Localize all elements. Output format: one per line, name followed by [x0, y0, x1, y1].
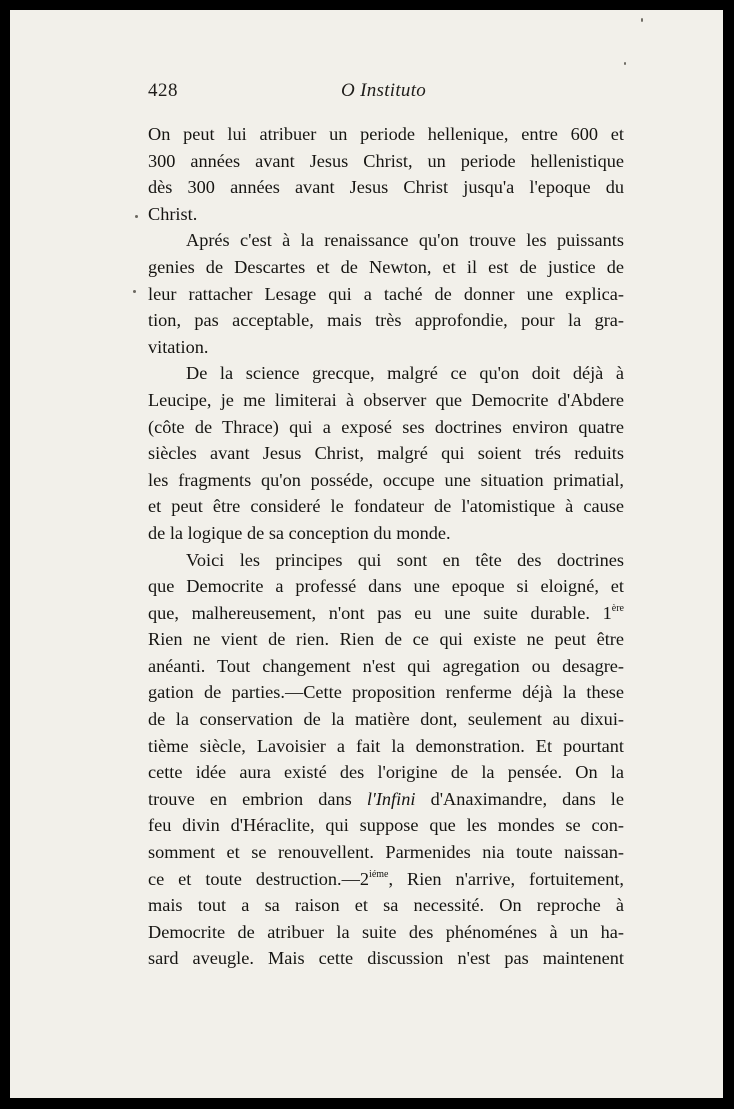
line-text: , Rien n'arrive, fortuitement,	[388, 868, 624, 889]
text-line: que Democrite a professé dans une epoque si eloigné, et	[148, 576, 624, 597]
text-line: Christ.	[148, 203, 198, 224]
paper-speck	[133, 290, 136, 293]
page-number: 428	[148, 80, 178, 101]
text-line: Leucipe, je me limiterai à observer que Democrite d'Abdere	[148, 389, 624, 410]
line-text: d'Anaximandre, dans le	[415, 788, 624, 809]
text-line: cette idée aura existé des l'origine de la pensée. On la	[148, 762, 624, 783]
text-line: et peut être consideré le fondateur de l'atomistique à cause	[148, 496, 624, 517]
text-line: Voici les principes qui sont en tête des doctrines	[186, 549, 624, 570]
body-text	[148, 121, 624, 972]
text-line: les fragments qu'on posséde, occupe une situation primatial,	[148, 469, 624, 490]
book-page	[10, 10, 723, 1098]
superscript-ordinal: iéme	[369, 868, 389, 880]
italic-term: l'Infini	[366, 788, 416, 809]
text-line: feu divin d'Héraclite, qui suppose que les mondes se con-	[148, 815, 624, 836]
text-line-with-superscript	[148, 600, 624, 627]
text-line: vitation.	[148, 336, 209, 357]
line-text: trouve en embrion dans	[148, 788, 367, 809]
paper-speck	[624, 62, 626, 65]
journal-title: O Instituto	[341, 80, 427, 101]
paragraph-3	[148, 360, 624, 546]
running-head	[10, 80, 723, 110]
text-line: tième siècle, Lavoisier a fait la demonstration. Et pourtant	[148, 735, 624, 756]
paragraph-2	[148, 227, 624, 360]
text-line: dès 300 années avant Jesus Christ jusqu'a l'epoque du	[148, 177, 624, 198]
text-line-with-superscript	[148, 866, 624, 893]
text-line: siècles avant Jesus Christ, malgré qui soient trés reduits	[148, 443, 624, 464]
paragraph-4	[148, 547, 624, 973]
text-line: Democrite de atribuer la suite des phénoménes à un ha-	[148, 921, 624, 942]
text-line: somment et se renouvellent. Parmenides nia toute naissan-	[148, 842, 624, 863]
text-line: Aprés c'est à la renaissance qu'on trouve les puissants	[186, 230, 624, 251]
line-text: ce et toute destruction.—2	[148, 868, 370, 889]
text-line: mais tout a sa raison et sa necessité. On reproche à	[148, 895, 624, 916]
text-line: de la conservation de la matière dont, seulement au dixui-	[148, 709, 624, 730]
text-line: (côte de Thrace) qui a exposé ses doctrines environ quatre	[148, 416, 624, 437]
superscript-ordinal: ère	[611, 602, 624, 614]
text-line: tion, pas acceptable, mais très approfondie, pour la gra-	[148, 310, 624, 331]
text-line: De la science grecque, malgré ce qu'on doit déjà à	[186, 363, 624, 384]
text-line: leur rattacher Lesage qui a taché de donner une explica-	[148, 283, 624, 304]
text-line: gation de parties.—Cette proposition renferme déjà la these	[148, 682, 624, 703]
text-line: On peut lui atribuer un periode hellenique, entre 600 et	[148, 124, 624, 144]
paragraph-1	[148, 121, 624, 227]
paper-speck	[641, 18, 643, 22]
text-line: 300 années avant Jesus Christ, un periode hellenistique	[148, 150, 624, 171]
text-line: genies de Descartes et de Newton, et il est de justice de	[148, 256, 624, 277]
text-line: sard aveugle. Mais cette discussion n'est pas maintenent	[148, 948, 624, 969]
text-line-with-italic	[148, 786, 624, 813]
text-line: de la logique de sa conception du monde.	[148, 522, 451, 543]
text-line: Rien ne vient de rien. Rien de ce qui existe ne peut être	[148, 629, 624, 650]
line-text: que, malhereusement, n'ont pas eu une suite durable. 1	[148, 602, 612, 623]
text-line: anéanti. Tout changement n'est qui agregation ou desagre-	[148, 655, 624, 676]
paper-speck	[135, 215, 138, 218]
